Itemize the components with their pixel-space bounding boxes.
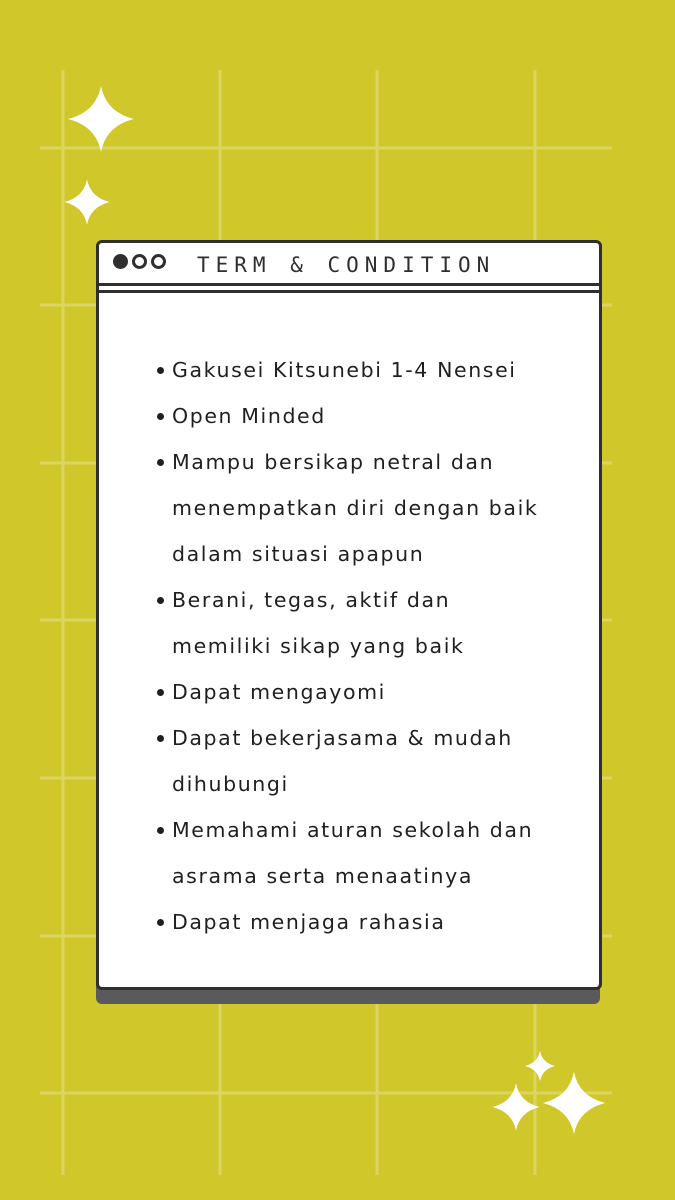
term-text: Berani, tegas, aktif dan memiliki sikap yang baik bbox=[172, 588, 465, 658]
bullet-icon bbox=[157, 827, 164, 834]
window-dot-icon bbox=[132, 254, 147, 269]
bullet-icon bbox=[157, 689, 164, 696]
list-item bbox=[154, 899, 584, 945]
sparkle-icon bbox=[491, 1082, 541, 1132]
term-text: Dapat mengayomi bbox=[172, 680, 386, 704]
bullet-icon bbox=[157, 919, 164, 926]
list-item bbox=[154, 577, 584, 669]
term-text: Memahami aturan sekolah dan asrama serta menaatinya bbox=[172, 818, 534, 888]
bullet-icon bbox=[157, 597, 164, 604]
window-title: TERM & CONDITION bbox=[197, 253, 496, 277]
titlebar-divider bbox=[99, 290, 599, 293]
list-item bbox=[154, 393, 584, 439]
bullet-icon bbox=[157, 367, 164, 374]
sparkle-icon bbox=[66, 84, 136, 154]
window-body bbox=[96, 240, 602, 990]
term-text: Dapat bekerjasama & mudah dihubungi bbox=[172, 726, 513, 796]
list-item bbox=[154, 807, 584, 899]
window-dot-icon bbox=[113, 254, 128, 269]
sparkle-icon bbox=[541, 1070, 607, 1136]
list-item bbox=[154, 715, 584, 807]
bullet-icon bbox=[157, 413, 164, 420]
sparkle-icon bbox=[63, 178, 111, 226]
term-text: Open Minded bbox=[172, 404, 326, 428]
terms-window bbox=[96, 240, 602, 1006]
list-item bbox=[154, 669, 584, 715]
bullet-icon bbox=[157, 735, 164, 742]
window-titlebar bbox=[99, 243, 599, 286]
list-item bbox=[154, 347, 584, 393]
window-controls bbox=[113, 254, 166, 269]
term-text: Mampu bersikap netral dan menempatkan diri dengan baik dalam situasi apapun bbox=[172, 450, 539, 566]
list-item bbox=[154, 439, 584, 577]
window-dot-icon bbox=[151, 254, 166, 269]
term-text: Gakusei Kitsunebi 1-4 Nensei bbox=[172, 358, 517, 382]
term-text: Dapat menjaga rahasia bbox=[172, 910, 446, 934]
terms-list bbox=[154, 347, 584, 945]
bullet-icon bbox=[157, 459, 164, 466]
